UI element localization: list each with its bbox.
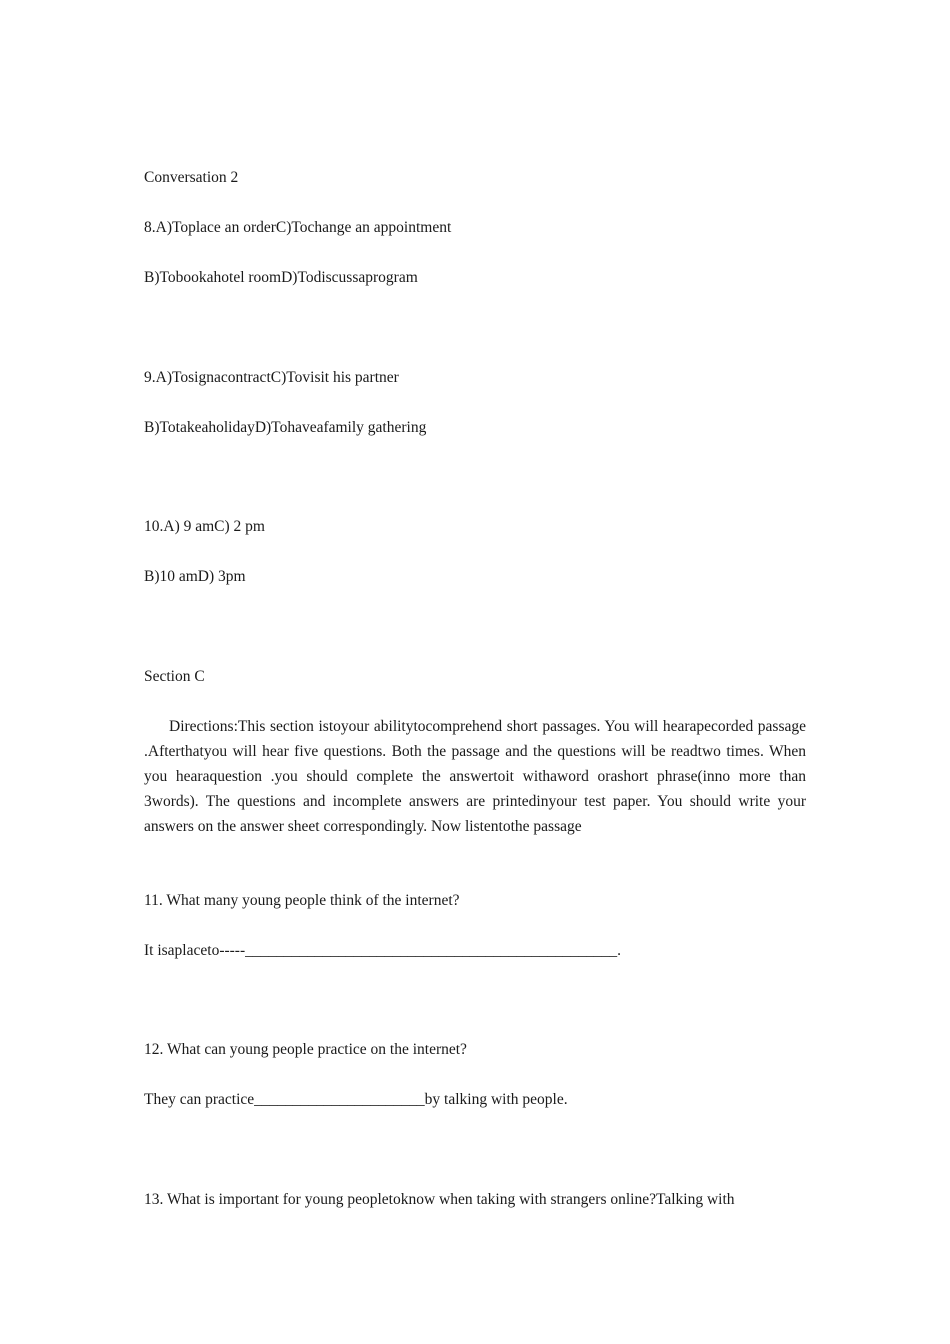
question-11-answer-line: It isaplaceto-----________________________________________________.	[144, 942, 621, 959]
question-10-options-a-c: 10.A) 9 amC) 2 pm	[144, 518, 265, 535]
conversation-heading: Conversation 2	[144, 169, 239, 186]
question-9-options-a-c: 9.A)TosignacontractC)Tovisit his partner	[144, 369, 399, 386]
question-12: 12. What can young people practice on the internet?	[144, 1041, 467, 1058]
question-9-options-b-d: B)TotakeaholidayD)Tohaveafamily gathering	[144, 419, 427, 436]
question-12-answer-line: They can practice______________________by talking with people.	[144, 1091, 568, 1108]
question-11: 11. What many young people think of the internet?	[144, 892, 460, 909]
section-heading: Section C	[144, 668, 205, 685]
question-8-options-a-c: 8.A)Toplace an orderC)Tochange an appointment	[144, 219, 452, 236]
question-8-options-b-d: B)Tobookahotel roomD)Todiscussaprogram	[144, 269, 418, 286]
directions-paragraph: Directions:This section istoyour abilitytocomprehend short passages. You will hearарecorded passage .Afterthatyou will hear five questions. Both the passage and the questions will be readtwo times. When you hearaquestion .you should complete the answertoit withaword orashort phrase(inno more than 3words). The questions and incomplete answers are printedinyour test paper. You should write your answers on the answer sheet correspondingly. Now listentothe passage	[144, 718, 806, 835]
question-10-options-b-d: B)10 amD) 3pm	[144, 568, 246, 585]
question-13: 13. What is important for young peopletoknow when taking with strangers online?Talking with	[144, 1191, 735, 1208]
